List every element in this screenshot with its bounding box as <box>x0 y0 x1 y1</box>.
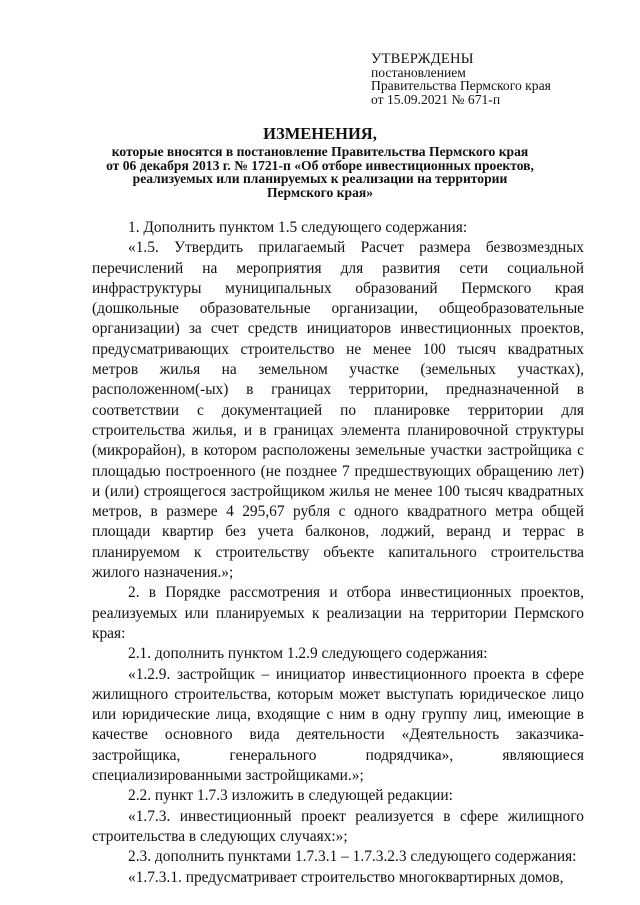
paragraph-1-7-3-1: «1.7.3.1. предусматривает строительство многоквартирных домов, <box>128 868 564 886</box>
document-title: ИЗМЕНЕНИЯ, <box>263 124 377 143</box>
approval-line: постановлением <box>371 65 466 81</box>
paragraph-1-5: «1.5. Утвердить прилагаемый Расчет размера безвозмездных перечислений на мероприятия для развития сети социальной инфраструктуры муниципальных образований Пермского края (дошкольные образовательные организации, общеобразовательные организации) за счет средств инициаторов инвестиционных проектов, предусматривающих строительство не менее 100 тысяч квадратных метров жилья на земельном участке (земельных участках), расположенном(-ых) в границах территории, предназначенной в соответствии с документацией по планировке территории для строительства жилья, и в границах элемента планировочной структуры (микрорайон), в котором расположены земельные участки застройщика с площадью построенного (не позднее 7 предшествующих обращению лет) и (или) строящегося застройщиком жилья не менее 100 тысяч квадратных метров, в размере 4 295,67 рубля с одного квадратного метра общей площади квартир без учета балконов, лоджий, веранд и террас в планируемом к строительству объекте капитального строительства жилого назначения.»; <box>92 239 584 582</box>
approval-line: от 15.09.2021 № 671-п <box>371 91 501 107</box>
paragraph-2: 2. в Порядке рассмотрения и отбора инвестиционных проектов, реализуемых или планируемых к реализации на территории Пермского края: <box>92 584 584 642</box>
approval-heading: УТВЕРЖДЕНЫ <box>371 51 474 67</box>
paragraph-1-2-9: «1.2.9. застройщик – инициатор инвестиционного проекта в сфере жилищного строительства, которым может выступать юридическое лицо или юридические лица, входящие с ним в одну группу лиц, имеющие в качестве основного вида деятельности «Деятельность заказчика-застройщика, генерального подрядчика», являющиеся специализированными застройщиками.»; <box>92 665 584 785</box>
approval-line: Правительства Пермского края <box>371 78 551 94</box>
paragraph-2-2: 2.2. пункт 1.7.3 изложить в следующей редакции: <box>128 787 453 805</box>
subtitle-line: которые вносятся в постановление Правительства Пермского края <box>111 144 529 159</box>
paragraph-2-1: 2.1. дополнить пунктом 1.2.9 следующего содержания: <box>128 645 488 663</box>
approval-stamp <box>371 53 621 106</box>
document-body <box>92 218 584 888</box>
paragraph-1-7-3: «1.7.3. инвестиционный проект реализуется в сфере жилищного строительства в следующих случаях:»; <box>92 807 584 845</box>
paragraph-1: 1. Дополнить пунктом 1.5 следующего содержания: <box>128 219 468 236</box>
subtitle-line: от 06 декабря 2013 г. № 1721-п «Об отборе инвестиционных проектов, <box>106 157 534 173</box>
subtitle-line: реализуемых или планируемых к реализации на территории <box>132 171 508 187</box>
subtitle-line: Пермского края» <box>266 184 374 200</box>
document-subtitle <box>75 145 565 199</box>
paragraph-2-3: 2.3. дополнить пунктами 1.7.3.1 – 1.7.3.2.3 следующего содержания: <box>128 848 577 866</box>
